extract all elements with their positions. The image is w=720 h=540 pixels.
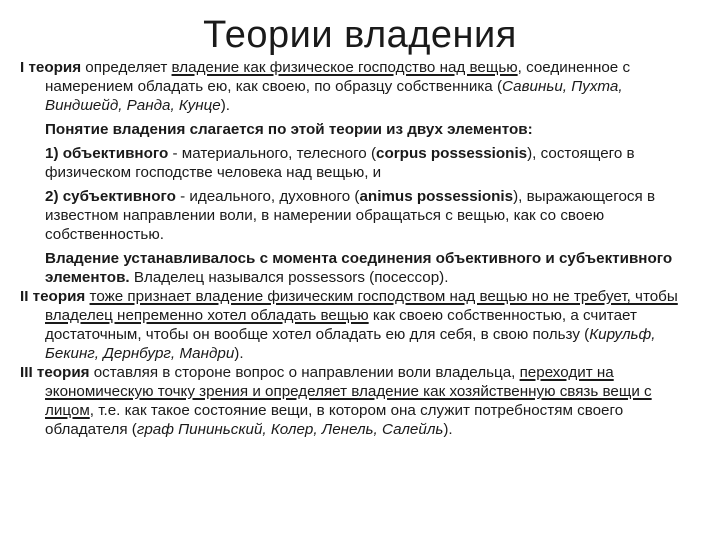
element-2-text: - идеального, духовного (: [175, 188, 360, 205]
theory-2-authors: Кирульф, Бекинг, Дернбург, Мандри: [45, 326, 656, 362]
theory-3-authors: граф Пининьский, Колер, Ленель, Салейль: [136, 421, 444, 438]
theory-2-text-2: ).: [234, 345, 244, 362]
element-1-text: - материального, телесного (: [168, 145, 377, 162]
slide-body: [20, 58, 690, 439]
established-paragraph: [20, 249, 690, 287]
theory-3-text-2: , т.е. как такое состояние вещи, в котором она служит потребностям своего обладателя (: [45, 402, 624, 438]
theory-2-text: как своею собственностью, а считает достаточным, чтобы он вообще хотел обладать ею для себя, в свою пользу (: [45, 307, 637, 343]
theory-1-paragraph: [20, 58, 690, 115]
theory-1-text: определяет: [81, 59, 172, 76]
concept-text: Понятие владения слагается по этой теории из двух элементов:: [45, 121, 533, 138]
element-1-term: corpus possessionis: [376, 145, 528, 162]
theory-2-label: II теория: [20, 288, 86, 305]
theory-1-definition: владение как физическое господство над вещью: [171, 59, 518, 76]
element-2-label: 2) субъективного: [45, 188, 176, 205]
theory-1-text-3: ).: [220, 97, 231, 114]
theory-3-definition: переходит на экономическую точку зрения и определяет владение как хозяйственную связь вещи с лицом: [45, 364, 652, 419]
element-1-label: 1) объективного: [45, 145, 169, 162]
concept-paragraph: [20, 120, 690, 139]
theory-3-label: III теория: [20, 364, 90, 381]
element-1-paragraph: [20, 144, 690, 182]
theory-3-paragraph: [20, 363, 690, 439]
theory-2-paragraph: [20, 287, 690, 363]
element-2-paragraph: [20, 187, 690, 244]
established-bold: Владение устанавливалось с момента соединения объективного и субъективного элементов.: [45, 250, 673, 286]
theory-1-label: I теория: [20, 59, 82, 76]
theory-1-authors: Савиньи, Пухта, Виндшейд, Ранда, Кунце: [45, 78, 623, 114]
element-2-text-2: ), выражающегося в известном направлении воли, в намерении обращаться с вещью, как со своею собственностью.: [45, 188, 656, 243]
established-text: Владелец назывался possessors (посессор).: [129, 269, 449, 286]
slide-title: Теории владения: [203, 14, 517, 56]
theory-2-definition: тоже признает владение физическим господством над вещью но не требует, чтобы владелец непременно хотел обладать вещью: [45, 288, 678, 324]
element-2-term: animus possessionis: [359, 188, 514, 205]
theory-3-text: оставляя в стороне вопрос о направлении воли владельца,: [89, 364, 520, 381]
theory-3-text-3: ).: [443, 421, 453, 438]
theory-1-text-2: , соединенное с намерением обладать ею, как своею, по образцу собственника (: [45, 59, 631, 95]
element-1-text-2: ), состоящего в физическом господстве человека над вещью, и: [45, 145, 635, 181]
